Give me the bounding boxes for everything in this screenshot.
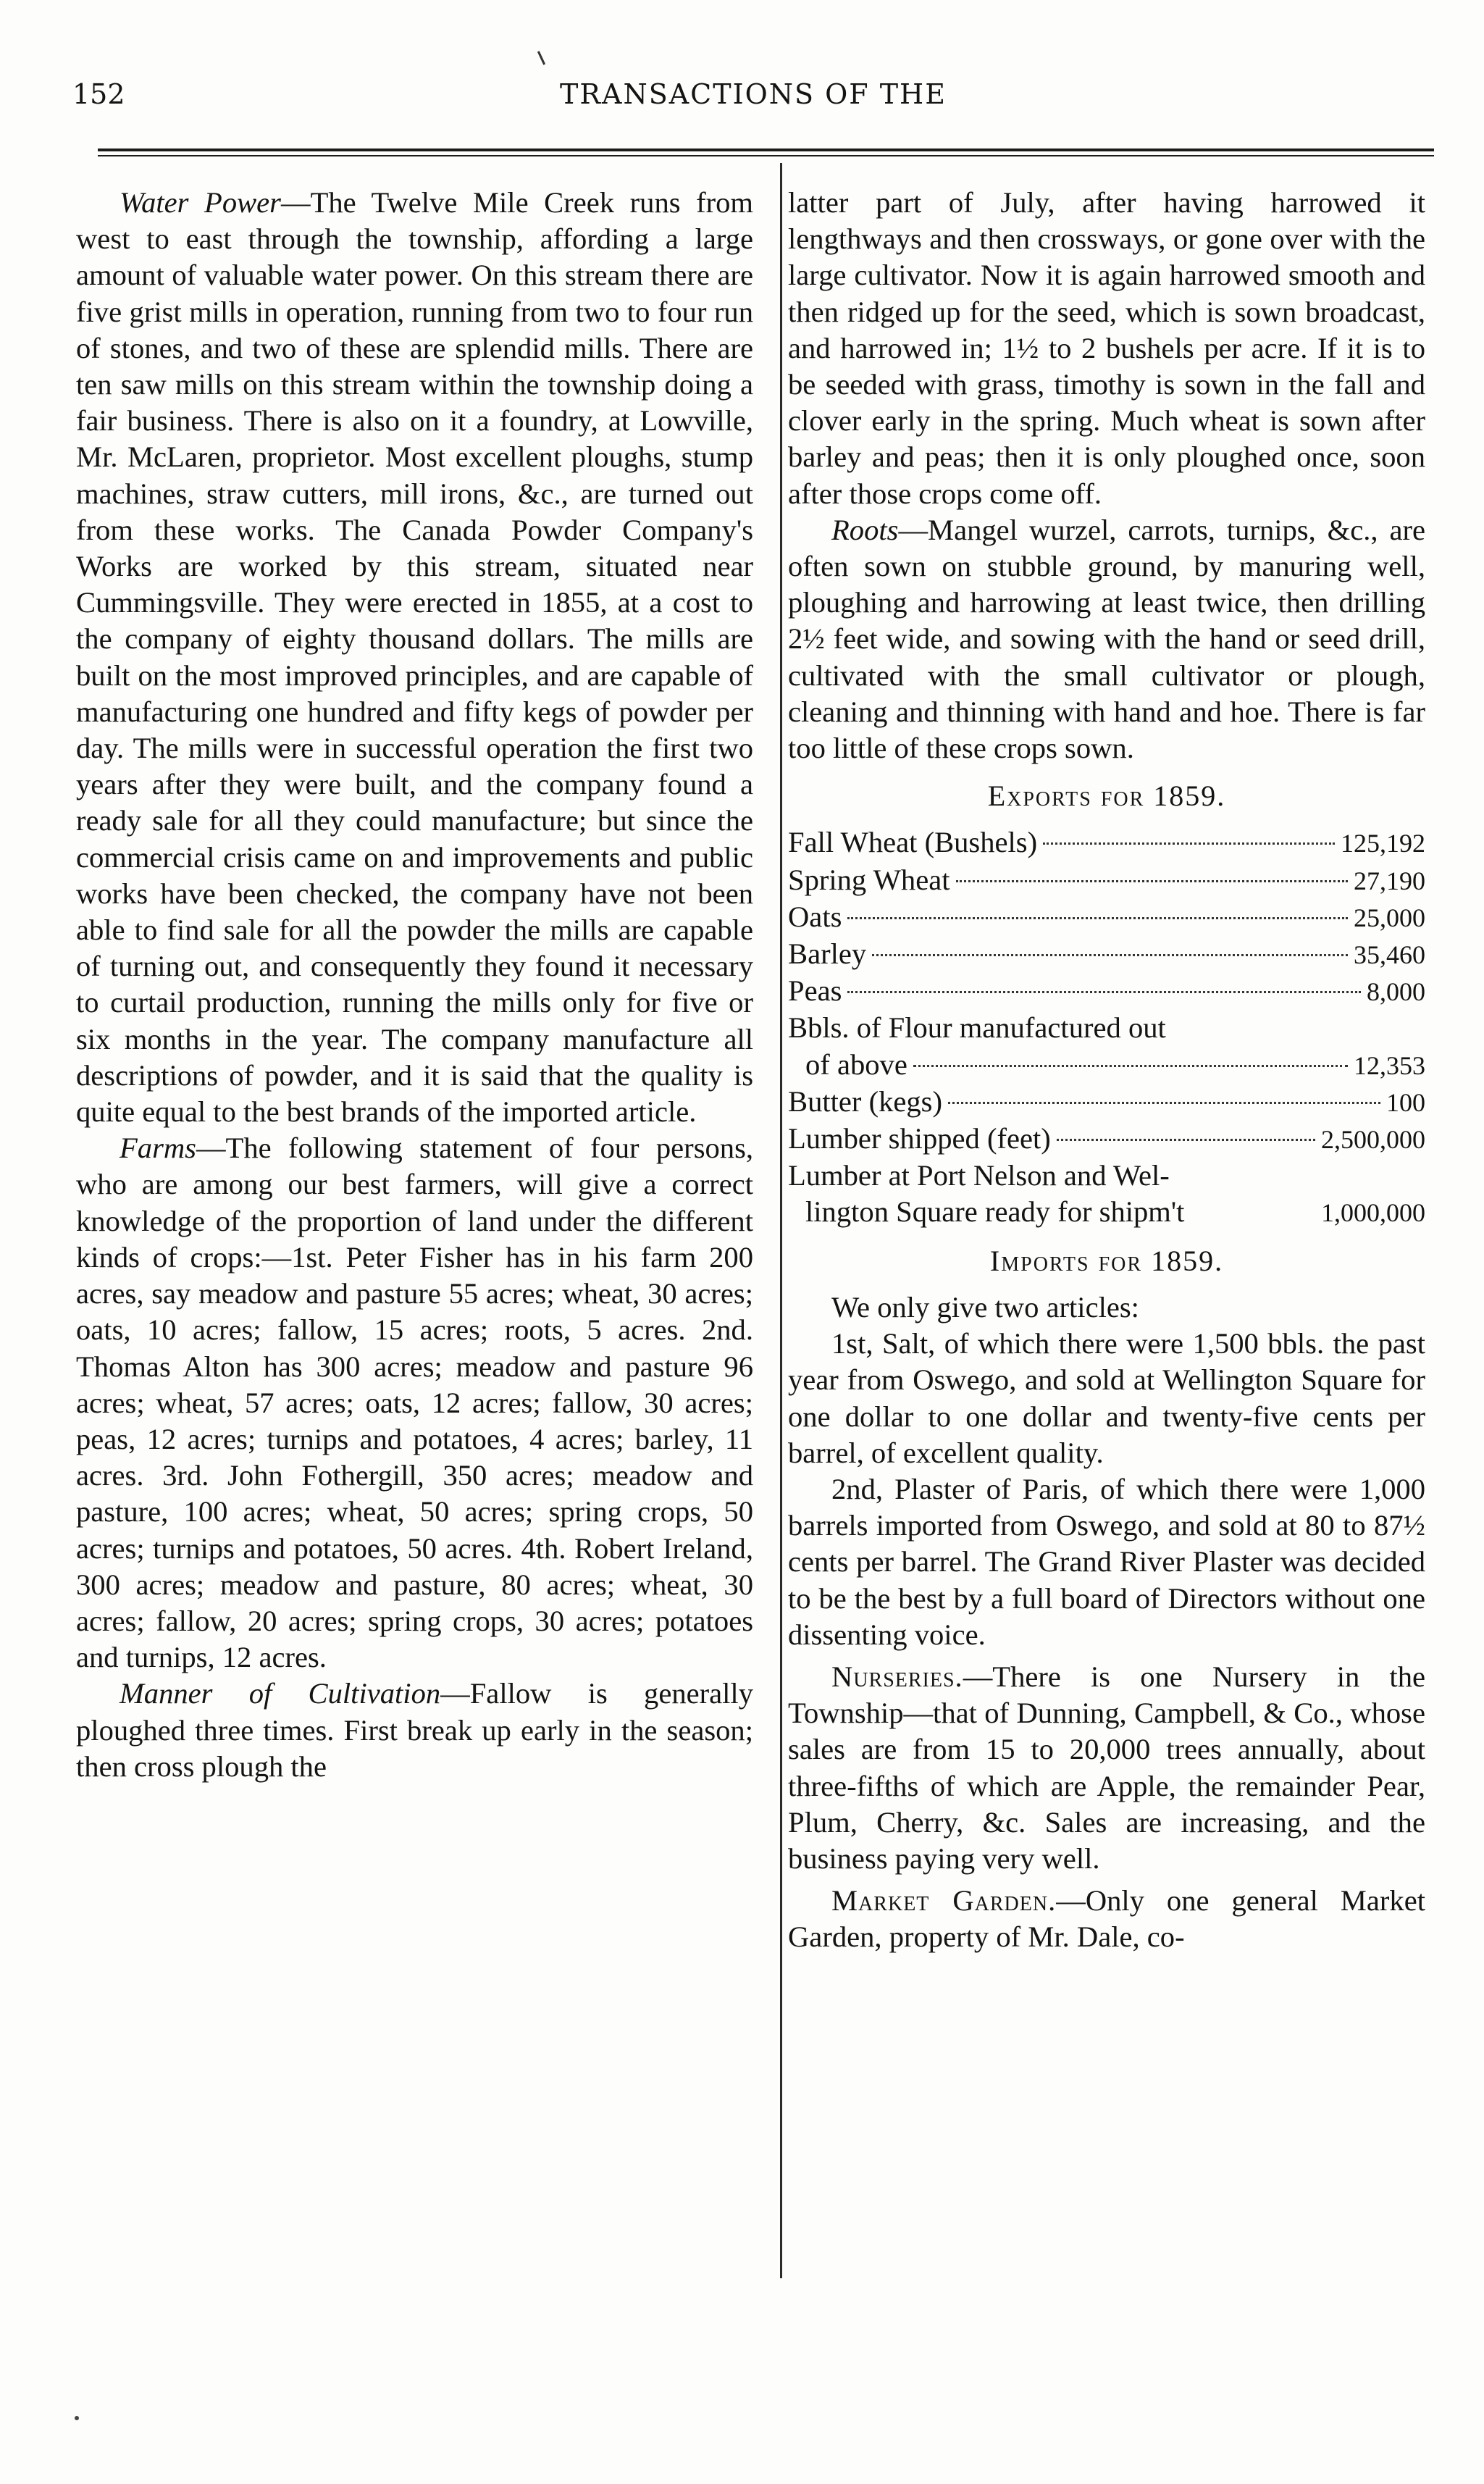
row-label: Lumber at Port Nelson and Wel- bbox=[788, 1159, 1170, 1192]
exports-row bbox=[788, 936, 1425, 973]
row-label: Oats bbox=[788, 900, 842, 933]
leader-dots bbox=[1043, 842, 1335, 845]
exports-heading: Exports for 1859. bbox=[987, 779, 1226, 813]
imports-heading: Imports for 1859. bbox=[989, 1244, 1224, 1277]
run-in-heading: Nurseries. bbox=[831, 1660, 963, 1693]
run-in-heading: Farms bbox=[120, 1132, 196, 1165]
imports-intro: We only give two articles: bbox=[831, 1290, 1139, 1323]
run-in-heading: Water Power bbox=[120, 186, 281, 219]
row-value: 35,460 bbox=[1354, 940, 1425, 970]
print-speck bbox=[537, 51, 545, 64]
column-divider bbox=[780, 163, 782, 2278]
paragraph-cultivation-continued: latter part of July, after having harrowed it lengthways and then crossways, or gone over with the large cultivator. Now it is again harrowed smooth and then ridged up for the seed, which is sown broadcast, and harrowed in; 1½ to 2 bushels per acre. If it is to be seeded with grass, timothy is sown in the fall and clover early in the spring. Much wheat is sown after barley and peas; then it is only ploughed once, soon after those crops come off. bbox=[788, 186, 1425, 510]
row-label: Butter (kegs) bbox=[788, 1084, 942, 1118]
row-value: 25,000 bbox=[1354, 903, 1425, 932]
leader-dots bbox=[913, 1064, 1348, 1067]
leader-dots bbox=[847, 990, 1361, 993]
paragraph-salt: 1st, Salt, of which there were 1,500 bbls. the past year from Oswego, and sold at Wellington Square for one dollar to one dollar and twenty-five cents per barrel, of excellent quality. bbox=[788, 1327, 1425, 1469]
paragraph-manner-of-cultivation bbox=[76, 1676, 753, 1785]
exports-table bbox=[788, 824, 1425, 1231]
header-rule bbox=[98, 149, 1434, 151]
row-value: 125,192 bbox=[1341, 829, 1425, 858]
run-in-heading: Roots bbox=[831, 513, 899, 546]
print-speck bbox=[75, 2416, 79, 2420]
row-label: Spring Wheat bbox=[788, 863, 950, 896]
exports-row-lumber-line1 bbox=[788, 1158, 1425, 1194]
run-in-heading: Market Garden. bbox=[831, 1884, 1057, 1918]
page-header bbox=[72, 71, 1434, 122]
row-label: Peas bbox=[788, 974, 842, 1008]
leader-dots bbox=[1057, 1138, 1315, 1141]
row-value: 1,000,000 bbox=[1321, 1198, 1425, 1228]
exports-row-flour-line2 bbox=[788, 1047, 1425, 1084]
exports-row-flour-line1 bbox=[788, 1010, 1425, 1046]
paragraph-nurseries bbox=[788, 1659, 1425, 1877]
exports-row bbox=[788, 824, 1425, 861]
leader-dots bbox=[956, 879, 1348, 882]
leader-dots bbox=[847, 916, 1348, 919]
row-value: 2,500,000 bbox=[1321, 1125, 1425, 1155]
leader-dots bbox=[948, 1101, 1380, 1104]
left-column bbox=[76, 185, 753, 1785]
paragraph-text: —Fallow is generally ploughed three times. First break up early in the season; then cross plough the bbox=[76, 1677, 753, 1783]
paragraph-text: —Mangel wurzel, carrots, turnips, &c., are often sown on stubble ground, by manuring well, ploughing and harrowing at least twice, then drilling 2½ feet wide, and sowing with the hand or seed drill, cultivated with the small cultivator or plough, cleaning and thinning with hand and hoe. There is far too little of these crops sown. bbox=[788, 513, 1425, 765]
exports-row-lumber-line2 bbox=[788, 1194, 1425, 1231]
row-value: 12,353 bbox=[1354, 1050, 1425, 1080]
row-label: Lumber shipped (feet) bbox=[788, 1122, 1051, 1155]
paragraph-roots bbox=[788, 512, 1425, 766]
row-value: 8,000 bbox=[1367, 977, 1425, 1007]
leader-dots bbox=[872, 953, 1348, 956]
header-rule-thin bbox=[98, 155, 1434, 156]
paragraph-text: —The following statement of four persons, who are among our best farmers, will give a correct knowledge of the proportion of land under the different kinds of crops:—1st. Peter Fisher has in his farm 200 acres, say meadow and pasture 55 acres; wheat, 30 acres; oats, 10 acres; fallow, 15 acres; roots, 5 acres. 2nd. Thomas Alton has 300 acres; meadow and pasture 96 acres; wheat, 57 acres; oats, 12 acres; fallow, 30 acres; peas, 12 acres; turnips and potatoes, 4 acres; barley, 11 acres. 3rd. John Fothergill, 350 acres; meadow and pasture, 100 acres; wheat, 50 acres; spring crops, 50 acres; turnips and potatoes, 50 acres. 4th. Robert Ireland, 300 acres; meadow and pasture, 80 acres; wheat, 30 acres; fallow, 20 acres; spring crops, 30 acres; potatoes and turnips, 12 acres. bbox=[76, 1132, 753, 1674]
paragraph-farms bbox=[76, 1130, 753, 1676]
row-label: Fall Wheat (Bushels) bbox=[788, 826, 1038, 859]
paragraph-plaster: 2nd, Plaster of Paris, of which there were 1,000 barrels imported from Oswego, and sold at 80 to 87½ cents per barrel. The Grand River Plaster was decided to be the best by a full board of Directors without one dissenting voice. bbox=[788, 1472, 1425, 1651]
paragraph-text: —The Twelve Mile Creek runs from west to east through the township, affording a large amount of valuable water power. On this stream there are five grist mills in operation, running from two to four run of stones, and two of these are splendid mills. There are ten saw mills on this stream within the township doing a fair business. There is also on it a foundry, at Lowville, Mr. McLaren, proprietor. Most excellent ploughs, stump machines, straw cutters, mill irons, &c., are turned out from these works. The Canada Powder Company's Works are worked by this stream, situated near Cummingsville. They were erected in 1855, at a cost to the company of eighty thousand dollars. The mills are built on the most improved principles, and are capable of manufacturing one hundred and fifty kegs of powder per day. The mills were in successful operation the first two years after they were built, and the company found a ready sale for all they could manufacture; but since the commercial crisis came on and improvements and public works have been checked, the company have not been able to find sale for all the powder the mills are capable of turning out, and consequently they found it necessary to curtail production, running the mills only for five or six months in the year. The company manufacture all descriptions of powder, and it is said that the quality is quite equal to the best brands of the imported article. bbox=[76, 186, 753, 1129]
row-value: 27,190 bbox=[1354, 866, 1425, 895]
row-label: lington Square ready for shipm't bbox=[805, 1195, 1185, 1229]
page-number: 152 bbox=[72, 78, 125, 110]
row-label: of above bbox=[805, 1047, 907, 1081]
exports-row bbox=[788, 899, 1425, 936]
exports-row bbox=[788, 1084, 1425, 1121]
paragraph-market-garden bbox=[788, 1883, 1425, 1955]
row-label: Barley bbox=[788, 937, 867, 971]
paragraph-water-power bbox=[76, 185, 753, 1130]
run-in-heading: Manner of Cultivation bbox=[120, 1677, 441, 1710]
right-column bbox=[788, 185, 1425, 1956]
exports-row bbox=[788, 973, 1425, 1010]
row-label: Bbls. of Flour manufactured out bbox=[788, 1011, 1166, 1045]
row-value: 100 bbox=[1386, 1087, 1425, 1117]
running-title: TRANSACTIONS OF THE bbox=[560, 78, 947, 110]
paragraph-text: —There is one Nursery in the Township—that of Dunning, Campbell, & Co., whose sales are from 15 to 20,000 trees annually, about three-fifths of which are Apple, the remainder Pear, Plum, Cherry, &c. Sales are increasing, and the business paying very well. bbox=[788, 1660, 1425, 1875]
paragraph-text: —Only one general Market Garden, property of Mr. Dale, co- bbox=[788, 1884, 1425, 1954]
exports-row bbox=[788, 862, 1425, 899]
exports-row bbox=[788, 1121, 1425, 1158]
